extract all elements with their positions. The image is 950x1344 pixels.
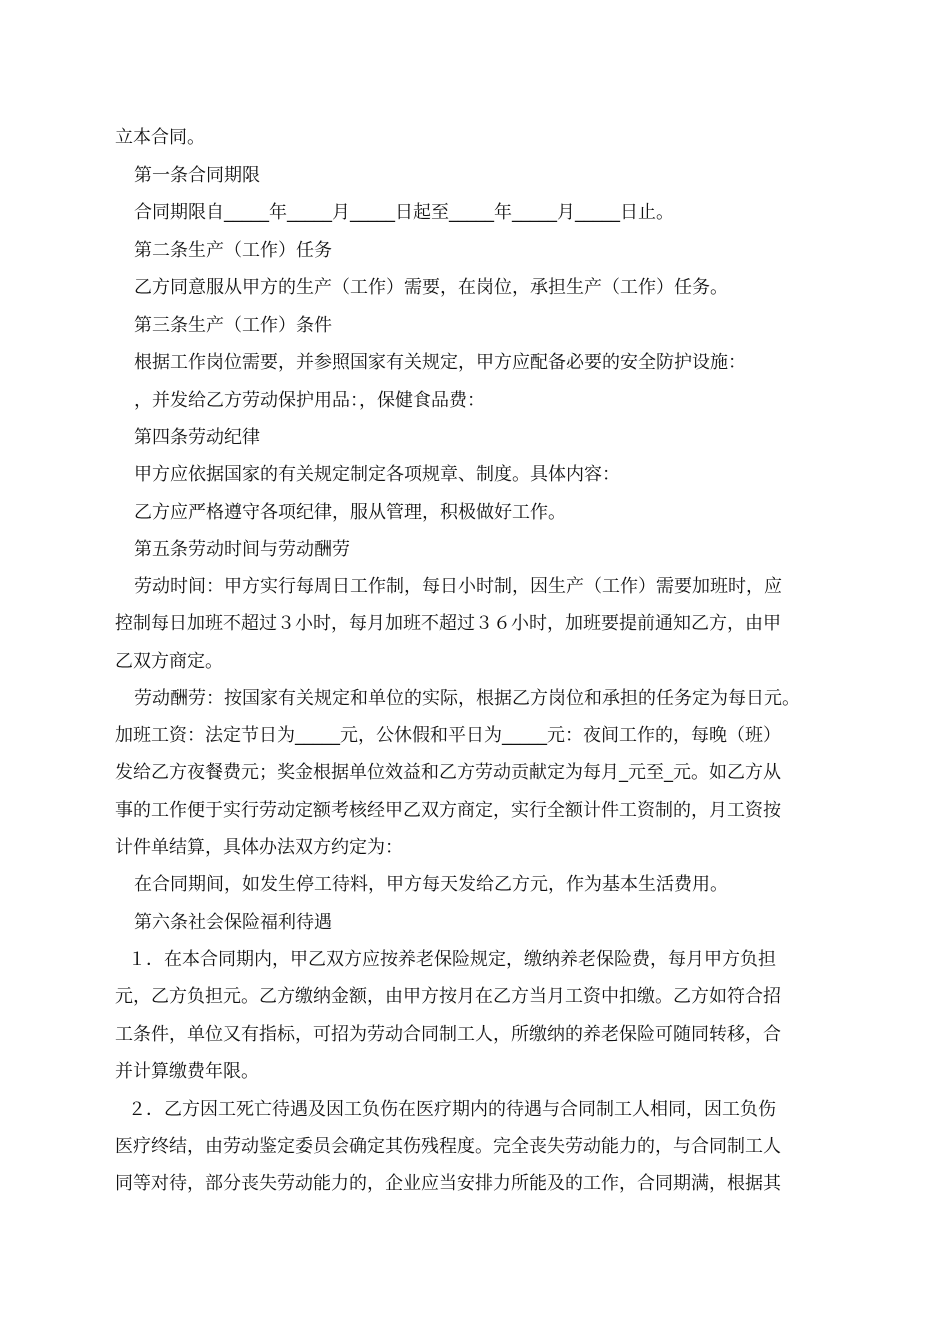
paragraph-line: 加班工资：法定节日为_____元，公休假和平日为_____元：夜间工作的，每晚（班） bbox=[115, 725, 781, 746]
article-heading: 第三条生产（工作）条件 bbox=[134, 315, 332, 336]
paragraph-line: 劳动酬劳：按国家有关规定和单位的实际，根据乙方岗位和承担的任务定为每日元。 bbox=[134, 688, 800, 709]
paragraph-line: 医疗终结，由劳动鉴定委员会确定其伤残程度。完全丧失劳动能力的，与合同制工人 bbox=[115, 1136, 781, 1157]
paragraph-line: 在合同期间，如发生停工待料，甲方每天发给乙方元，作为基本生活费用。 bbox=[134, 874, 728, 895]
paragraph-line: 元，乙方负担元。乙方缴纳金额，由甲方按月在乙方当月工资中扣缴。乙方如符合招 bbox=[115, 986, 781, 1007]
article-heading: 第四条劳动纪律 bbox=[134, 427, 260, 448]
article-heading: 第五条劳动时间与劳动酬劳 bbox=[134, 539, 350, 560]
paragraph-line: 计件单结算，具体办法双方约定为： bbox=[115, 837, 403, 858]
paragraph-line: 根据工作岗位需要，并参照国家有关规定，甲方应配备必要的安全防护设施： bbox=[134, 352, 746, 373]
paragraph-line: 同等对待，部分丧失劳动能力的，企业应当安排力所能及的工作，合同期满，根据其 bbox=[115, 1173, 781, 1194]
paragraph-line: 控制每日加班不超过３小时，每月加班不超过３６小时，加班要提前通知乙方，由甲 bbox=[115, 613, 781, 634]
article-heading: 第一条合同期限 bbox=[134, 165, 260, 186]
paragraph-line: 工条件，单位又有指标，可招为劳动合同制工人，所缴纳的养老保险可随同转移，合 bbox=[115, 1024, 781, 1045]
paragraph-line: 乙方同意服从甲方的生产（工作）需要，在岗位，承担生产（工作）任务。 bbox=[134, 277, 728, 298]
article-heading: 第六条社会保险福利待遇 bbox=[134, 912, 332, 933]
paragraph-line: 发给乙方夜餐费元；奖金根据单位效益和乙方劳动贡献定为每月_元至_元。如乙方从 bbox=[115, 762, 781, 783]
article-heading: 第二条生产（工作）任务 bbox=[134, 240, 332, 261]
paragraph-line: 乙双方商定。 bbox=[115, 651, 223, 672]
paragraph-line: 并计算缴费年限。 bbox=[115, 1061, 259, 1082]
paragraph-line: 劳动时间：甲方实行每周日工作制，每日小时制，因生产（工作）需要加班时，应 bbox=[134, 576, 782, 597]
paragraph-line: １．在本合同期内，甲乙双方应按养老保险规定，缴纳养老保险费，每月甲方负担 bbox=[128, 949, 776, 970]
paragraph-line: 合同期限自_____年_____月_____日起至_____年_____月_____日止。 bbox=[134, 202, 674, 223]
paragraph-line: ２．乙方因工死亡待遇及因工负伤在医疗期内的待遇与合同制工人相同，因工负伤 bbox=[128, 1099, 776, 1120]
paragraph-line: ，并发给乙方劳动保护用品：，保健食品费： bbox=[134, 390, 485, 411]
paragraph-line: 事的工作便于实行劳动定额考核经甲乙双方商定，实行全额计件工资制的，月工资按 bbox=[115, 800, 781, 821]
paragraph-line: 乙方应严格遵守各项纪律，服从管理，积极做好工作。 bbox=[134, 502, 566, 523]
paragraph-line: 立本合同。 bbox=[115, 127, 205, 148]
paragraph-line: 甲方应依据国家的有关规定制定各项规章、制度。具体内容： bbox=[134, 464, 620, 485]
